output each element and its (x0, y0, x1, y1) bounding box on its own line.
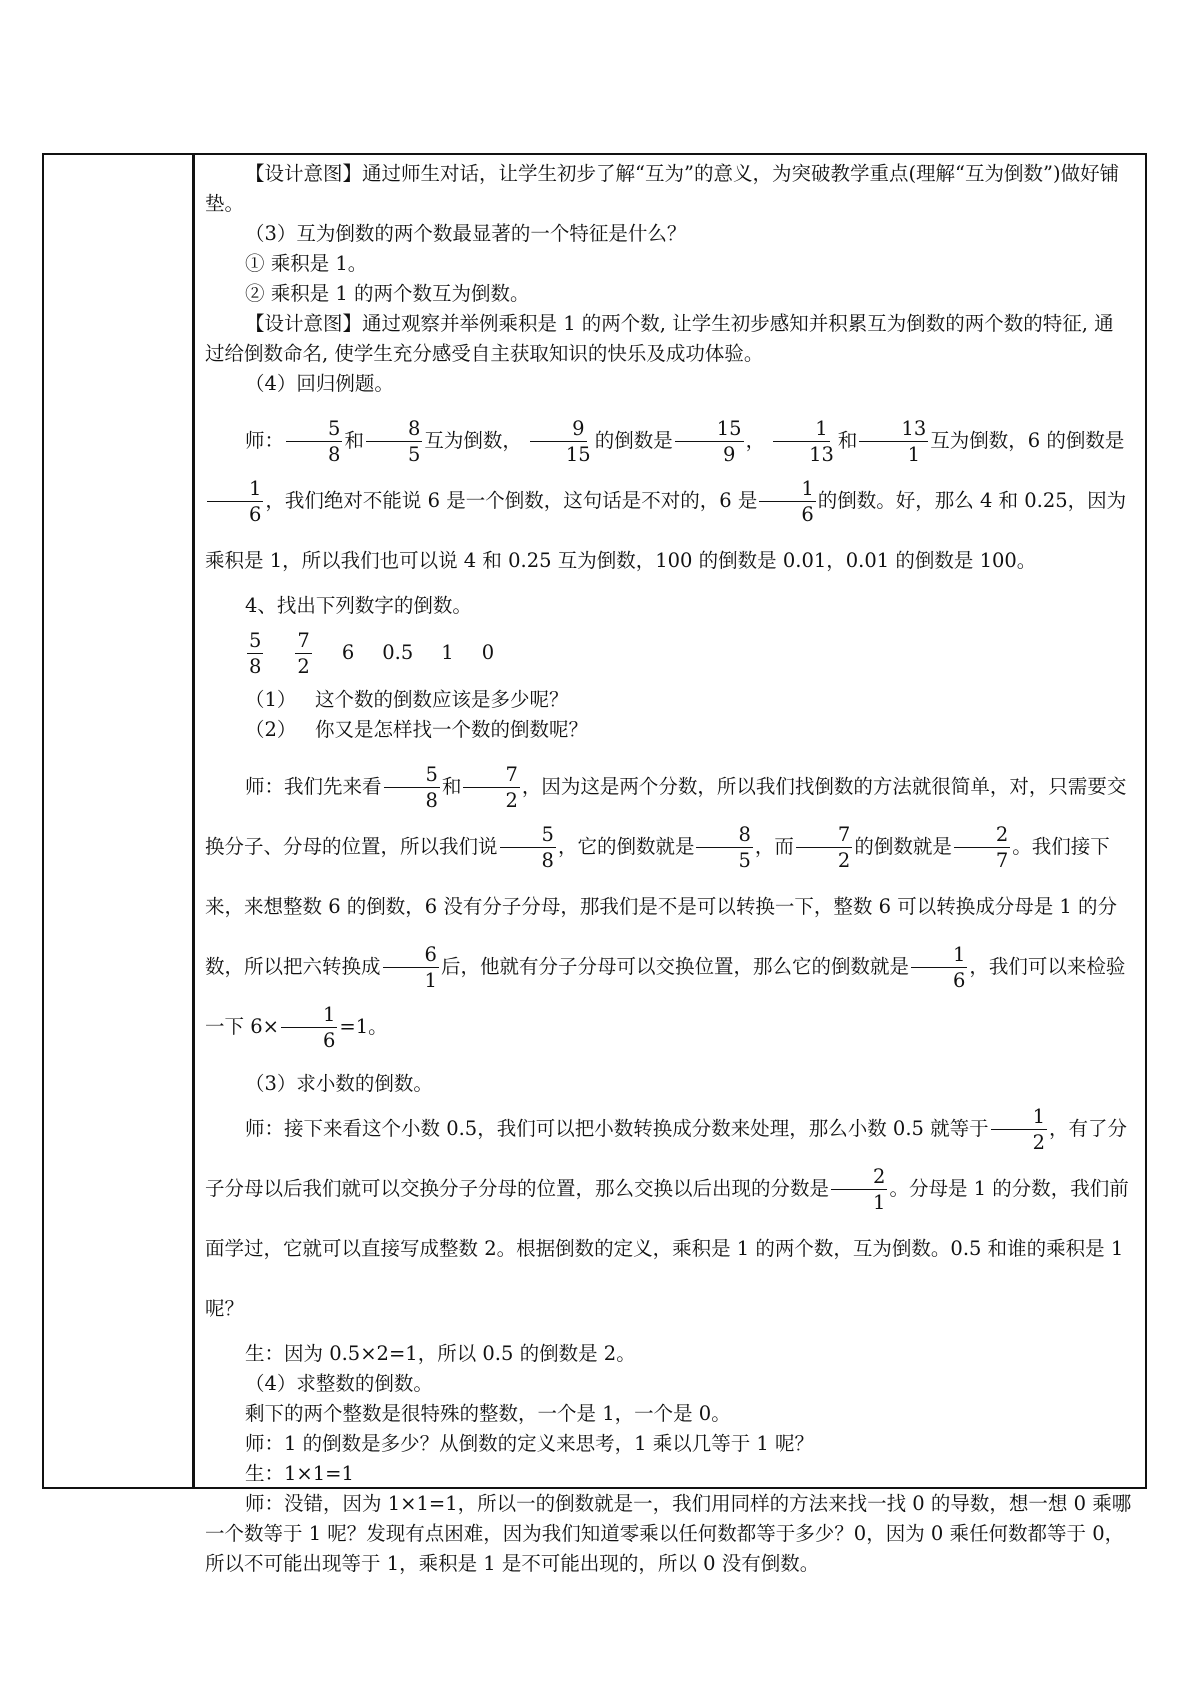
text-run: ，有了分子分母以后我们就可以交换分子分母的位置，那么交换以后出现的分数是 (205, 1117, 1128, 1200)
fraction: $\frac{1}{2}$ (991, 1104, 1047, 1155)
lesson-table (42, 153, 1147, 1575)
text-run: 师：我们先来看 (245, 775, 382, 798)
fraction: $\frac{7}{2}$ (297, 628, 310, 678)
student-answer-1: 生：因为 0.5×2=1，所以 0.5 的倒数是 2。 (245, 1342, 636, 1365)
design-intent-1: 【设计意图】通过师生对话，让学生初步了解“互为”的意义，为突破教学重点(理解“互为倒数”)做好铺垫。 (205, 162, 1120, 215)
text-run: ， (745, 429, 766, 452)
teacher-fraction-paragraph (205, 757, 1133, 1057)
sub-question-2: （2） 你又是怎样找一个数的倒数呢？ (245, 718, 589, 741)
text-run: 和 (441, 775, 462, 798)
fraction: $\frac{5}{8}$ (384, 762, 440, 813)
integers-note: 剩下的两个整数是很特殊的整数，一个是 1，一个是 0。 (245, 1402, 731, 1425)
fraction: $\frac{2}{1}$ (831, 1164, 887, 1215)
teacher-decimal-paragraph (205, 1099, 1133, 1339)
text-run: 的倒数是 (594, 429, 673, 452)
text-run: 和 (344, 429, 364, 452)
text-run: 。分母是 1 的分数，我们前面学过，它就可以直接写成整数 2。根据倒数的定义，乘积是 1 的两个数，互为倒数。0.5 和谁的乘积是 1 呢？ (205, 1177, 1129, 1320)
answer-1: ① 乘积是 1。 (245, 252, 368, 275)
text-run: 的倒数。好，那么 4 和 0.25，因为乘积是 1，所以我们也可以说 4 和 0.25 互为倒数，100 的倒数是 0.01，0.01 的倒数是 100。 (205, 489, 1127, 572)
fraction: $\frac{1}{6}$ (911, 942, 967, 993)
text-run: 师：接下来看这个小数 0.5，我们可以把小数转换成分数来处理，那么小数 0.5 就等于 (245, 1117, 989, 1140)
fraction: $\frac{15}{9}$ (675, 416, 744, 467)
text-run: 后，他就有分子分母可以交换位置，那么它的倒数就是 (440, 955, 909, 978)
exercise-numbers (205, 621, 1133, 685)
text-run: =1。 (339, 1015, 388, 1038)
teacher-example-paragraph (205, 411, 1133, 591)
fraction: $\frac{8}{5}$ (366, 416, 422, 467)
question-3: （3）互为倒数的两个数最显著的一个特征是什么？ (245, 222, 687, 245)
fraction: $\frac{2}{7}$ (954, 822, 1010, 873)
sub-question-1: （1） 这个数的倒数应该是多少呢？ (245, 688, 569, 711)
fraction: $\frac{6}{1}$ (383, 942, 439, 993)
fraction: $\frac{1}{6}$ (759, 476, 815, 527)
number-item: 1 (441, 641, 454, 664)
exercise-4-heading: 4、找出下列数字的倒数。 (245, 594, 472, 617)
text-run: 互为倒数，6 的倒数是 (930, 429, 1125, 452)
text-run: ，因为这是两个分数，所以我们找倒数的方法就很简单，对，只需要交换分子、分母的位置，所以我们说 (205, 775, 1127, 858)
number-item: 6 (341, 641, 355, 664)
text-run: 和 (837, 429, 858, 452)
text-run: ，而 (754, 835, 794, 858)
fraction: $\frac{7}{2}$ (463, 762, 519, 813)
teacher-question-1: 师：1 的倒数是多少？从倒数的定义来思考，1 乘以几等于 1 呢？ (245, 1432, 815, 1455)
number-item: 0 (481, 641, 495, 664)
step-4-integer-heading: （4）求整数的倒数。 (245, 1372, 433, 1395)
student-answer-2: 生：1×1=1 (245, 1462, 354, 1485)
fraction: $\frac{5}{8}$ (500, 822, 556, 873)
fraction: $\frac{8}{5}$ (696, 822, 752, 873)
text-run: ，我们可以来检验一下 6× (205, 955, 1126, 1038)
step-3-heading: （3）求小数的倒数。 (245, 1072, 433, 1095)
design-intent-2: 【设计意图】通过观察并举例乘积是 1 的两个数, 让学生初步感知并积累互为倒数的两个数的特征, 通过给倒数命名, 使学生充分感受自主获取知识的快乐及成功体验。 (205, 312, 1114, 365)
fraction: $\frac{7}{2}$ (796, 822, 852, 873)
fraction: $\frac{1}{6}$ (281, 1002, 337, 1053)
lesson-content (205, 159, 1133, 1579)
text-run: 的倒数就是 (854, 835, 952, 858)
number-item: 0.5 (382, 641, 414, 664)
step-4-heading: （4）回归例题。 (245, 372, 394, 395)
fraction: $\frac{13}{1}$ (859, 416, 928, 467)
fraction: $\frac{5}{8}$ (249, 628, 262, 678)
column-divider (192, 155, 195, 1487)
text-run: 互为倒数， (424, 429, 522, 452)
fraction: $\frac{1}{6}$ (207, 476, 263, 527)
text-run: ，它的倒数就是 (557, 835, 695, 858)
fraction: $\frac{9}{15}$ (524, 416, 593, 467)
text-run: 。我们接下来，来想整数 6 的倒数，6 没有分子分母，那我们是不是可以转换一下，整数 6 可以转换成分母是 1 的分数，所以把六转换成 (205, 835, 1118, 978)
text-run: 师： (245, 429, 285, 452)
fraction: $\frac{1}{13}$ (767, 416, 836, 467)
text-run: ，我们绝对不能说 6 是一个倒数，这句话是不对的，6 是 (265, 489, 758, 512)
answer-2: ② 乘积是 1 的两个数互为倒数。 (245, 282, 530, 305)
teacher-zero-explanation: 师：没错，因为 1×1=1，所以一的倒数就是一，我们用同样的方法来找一找 0 的导数，想一想 0 乘哪一个数等于 1 呢？发现有点困难，因为我们知道零乘以任何数都等于多少？0，因为 0 乘任何数都等于 0，所以不可能出现等于 1，乘积是 1 是不可能出现的，所以 0 没有倒数。 (205, 1492, 1132, 1575)
fraction: $\frac{5}{8}$ (286, 416, 342, 467)
